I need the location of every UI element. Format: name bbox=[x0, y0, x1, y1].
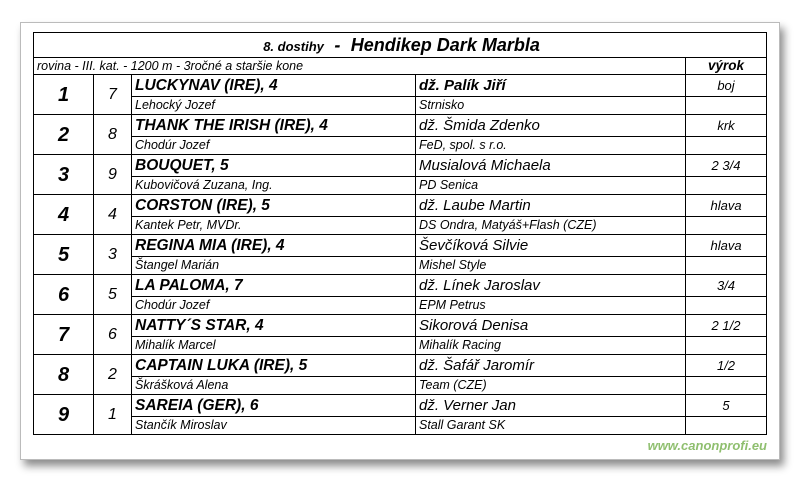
start-number: 5 bbox=[94, 275, 132, 315]
result-row-details bbox=[34, 297, 767, 315]
horse-name: THANK THE IRISH (IRE), 4 bbox=[132, 115, 416, 137]
finish-position: 5 bbox=[34, 235, 94, 275]
race-conditions-row bbox=[34, 58, 767, 75]
finish-position: 4 bbox=[34, 195, 94, 235]
result-row bbox=[34, 155, 767, 177]
margin-blank-cell bbox=[686, 417, 767, 435]
horse-name: SAREIA (GER), 6 bbox=[132, 395, 416, 417]
owner-name: Strnisko bbox=[416, 97, 686, 115]
trainer-name: Chodúr Jozef bbox=[132, 137, 416, 155]
start-number: 3 bbox=[94, 235, 132, 275]
result-row bbox=[34, 195, 767, 217]
race-title-separator: - bbox=[334, 34, 341, 55]
start-number: 7 bbox=[94, 75, 132, 115]
race-number: 8. dostihy bbox=[263, 38, 324, 54]
jockey-name: Sikorová Denisa bbox=[416, 315, 686, 337]
result-row bbox=[34, 275, 767, 297]
owner-name: DS Ondra, Matyáš+Flash (CZE) bbox=[416, 217, 686, 235]
margin-blank-cell bbox=[686, 257, 767, 275]
race-conditions: rovina - III. kat. - 1200 m - 3ročné a staršie kone bbox=[34, 58, 686, 75]
result-row-details bbox=[34, 217, 767, 235]
result-row bbox=[34, 355, 767, 377]
horse-name: NATTY´S STAR, 4 bbox=[132, 315, 416, 337]
jockey-name: dž. Línek Jaroslav bbox=[416, 275, 686, 297]
owner-name: EPM Petrus bbox=[416, 297, 686, 315]
jockey-name: dž. Šafář Jaromír bbox=[416, 355, 686, 377]
owner-name: Stall Garant SK bbox=[416, 417, 686, 435]
result-row-details bbox=[34, 137, 767, 155]
margin-blank-cell bbox=[686, 297, 767, 315]
race-title bbox=[34, 33, 767, 58]
finish-position: 8 bbox=[34, 355, 94, 395]
start-number: 8 bbox=[94, 115, 132, 155]
result-row bbox=[34, 115, 767, 137]
result-row bbox=[34, 235, 767, 257]
winning-margin: boj bbox=[686, 75, 767, 97]
result-row bbox=[34, 315, 767, 337]
jockey-name: Ševčíková Silvie bbox=[416, 235, 686, 257]
horse-name: CAPTAIN LUKA (IRE), 5 bbox=[132, 355, 416, 377]
trainer-name: Mihalík Marcel bbox=[132, 337, 416, 355]
results-sheet bbox=[20, 22, 780, 460]
result-row-details bbox=[34, 377, 767, 395]
result-row bbox=[34, 75, 767, 97]
winning-margin: hlava bbox=[686, 195, 767, 217]
finish-position: 1 bbox=[34, 75, 94, 115]
result-row-details bbox=[34, 177, 767, 195]
owner-name: Mishel Style bbox=[416, 257, 686, 275]
start-number: 9 bbox=[94, 155, 132, 195]
winning-margin: 1/2 bbox=[686, 355, 767, 377]
horse-name: CORSTON (IRE), 5 bbox=[132, 195, 416, 217]
winning-margin: hlava bbox=[686, 235, 767, 257]
finish-position: 7 bbox=[34, 315, 94, 355]
finish-position: 2 bbox=[34, 115, 94, 155]
margin-blank-cell bbox=[686, 137, 767, 155]
owner-name: Mihalík Racing bbox=[416, 337, 686, 355]
result-row-details bbox=[34, 97, 767, 115]
jockey-name: dž. Šmida Zdenko bbox=[416, 115, 686, 137]
start-number: 1 bbox=[94, 395, 132, 435]
finish-position: 6 bbox=[34, 275, 94, 315]
winning-margin: 5 bbox=[686, 395, 767, 417]
owner-name: Team (CZE) bbox=[416, 377, 686, 395]
winning-margin: 2 3/4 bbox=[686, 155, 767, 177]
result-row-details bbox=[34, 417, 767, 435]
start-number: 6 bbox=[94, 315, 132, 355]
horse-name: BOUQUET, 5 bbox=[132, 155, 416, 177]
winning-margin: 3/4 bbox=[686, 275, 767, 297]
result-row bbox=[34, 395, 767, 417]
margin-column-header: výrok bbox=[686, 58, 767, 75]
winning-margin: krk bbox=[686, 115, 767, 137]
race-name: Hendikep Dark Marbla bbox=[350, 34, 540, 55]
margin-blank-cell bbox=[686, 217, 767, 235]
margin-blank-cell bbox=[686, 337, 767, 355]
watermark: www.canonprofi.eu bbox=[647, 438, 767, 453]
margin-blank-cell bbox=[686, 177, 767, 195]
trainer-name: Kantek Petr, MVDr. bbox=[132, 217, 416, 235]
trainer-name: Škrášková Alena bbox=[132, 377, 416, 395]
jockey-name: dž. Laube Martin bbox=[416, 195, 686, 217]
trainer-name: Stančík Miroslav bbox=[132, 417, 416, 435]
start-number: 2 bbox=[94, 355, 132, 395]
winning-margin: 2 1/2 bbox=[686, 315, 767, 337]
owner-name: FeD, spol. s r.o. bbox=[416, 137, 686, 155]
jockey-name: dž. Palík Jiří bbox=[416, 75, 686, 97]
jockey-name: Musialová Michaela bbox=[416, 155, 686, 177]
horse-name: LA PALOMA, 7 bbox=[132, 275, 416, 297]
owner-name: PD Senica bbox=[416, 177, 686, 195]
margin-blank-cell bbox=[686, 97, 767, 115]
result-row-details bbox=[34, 257, 767, 275]
margin-blank-cell bbox=[686, 377, 767, 395]
horse-name: LUCKYNAV (IRE), 4 bbox=[132, 75, 416, 97]
result-row-details bbox=[34, 337, 767, 355]
horse-name: REGINA MIA (IRE), 4 bbox=[132, 235, 416, 257]
finish-position: 3 bbox=[34, 155, 94, 195]
trainer-name: Kubovičová Zuzana, Ing. bbox=[132, 177, 416, 195]
results-table bbox=[33, 32, 767, 435]
trainer-name: Štangel Marián bbox=[132, 257, 416, 275]
start-number: 4 bbox=[94, 195, 132, 235]
jockey-name: dž. Verner Jan bbox=[416, 395, 686, 417]
trainer-name: Lehocký Jozef bbox=[132, 97, 416, 115]
trainer-name: Chodúr Jozef bbox=[132, 297, 416, 315]
finish-position: 9 bbox=[34, 395, 94, 435]
race-title-row bbox=[34, 33, 767, 58]
